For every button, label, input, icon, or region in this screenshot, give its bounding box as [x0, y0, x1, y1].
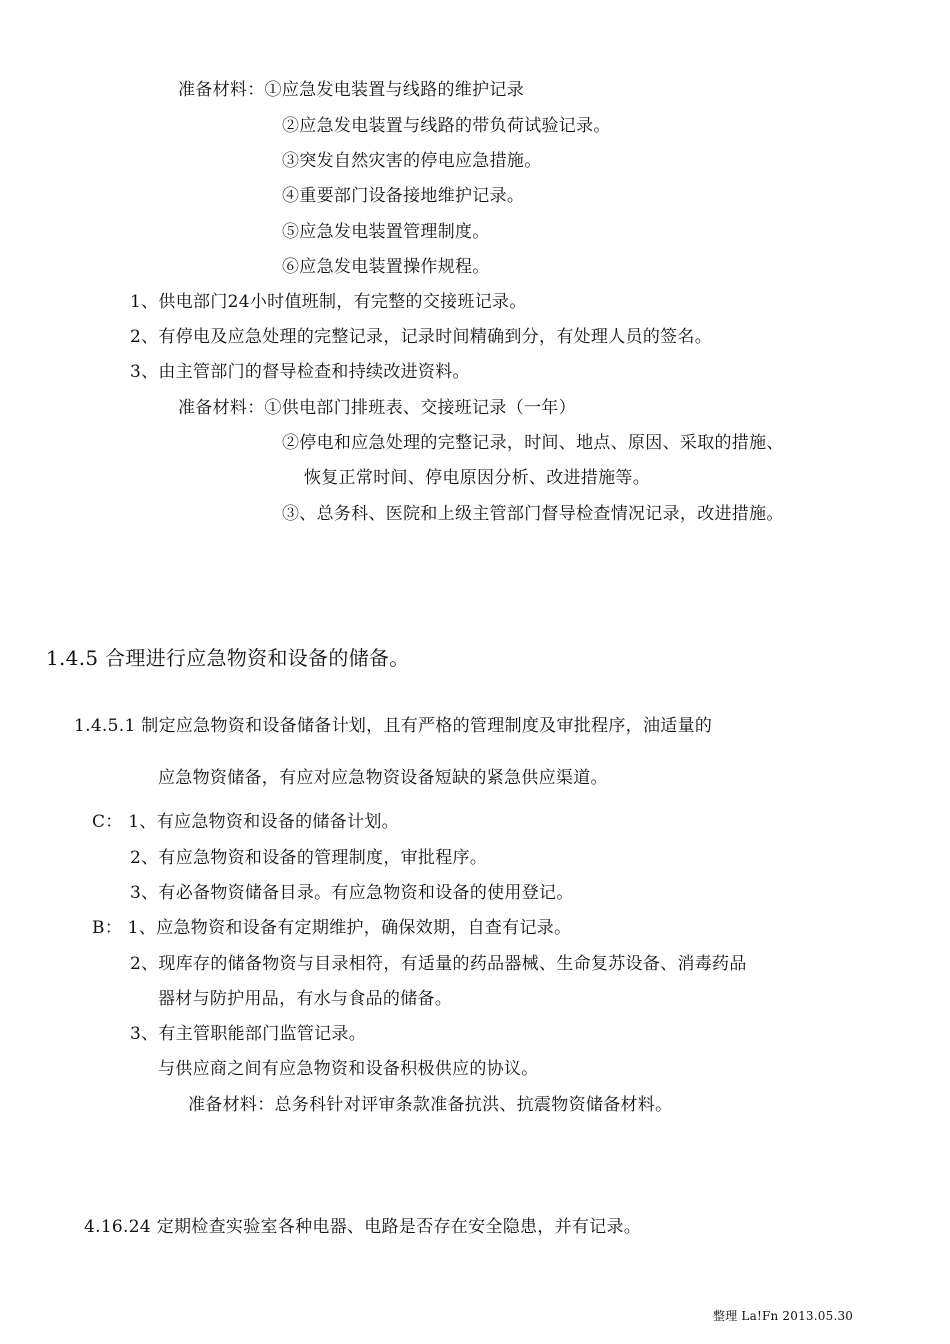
grade-c-item-3: 3、有必备物资储备目录。有应急物资和设备的使用登记。	[130, 883, 574, 903]
grade-b-item-2-continued: 器材与防护用品，有水与食品的储备。	[158, 989, 453, 1009]
prep-item-4: ④重要部门设备接地维护记录。	[282, 186, 525, 206]
prep-item-3b: ③、总务科、医院和上级主管部门督导检查情况记录，改进措施。	[282, 504, 784, 524]
grade-b-item-1: B： 1、应急物资和设备有定期维护，确保效期，自查有记录。	[92, 918, 572, 938]
supplier-agreement: 与供应商之间有应急物资和设备积极供应的协议。	[158, 1059, 539, 1079]
section-heading: 1.4.5 合理进行应急物资和设备的储备。	[46, 646, 410, 670]
requirement-3: 3、由主管部门的督导检查和持续改进资料。	[130, 362, 470, 382]
requirement-2: 2、有停电及应急处理的完整记录，记录时间精确到分，有处理人员的签名。	[130, 327, 713, 347]
grade-c-item-2: 2、有应急物资和设备的管理制度，审批程序。	[130, 848, 488, 868]
subsection-1-4-5-1: 1.4.5.1 制定应急物资和设备储备计划，且有严格的管理制度及审批程序，油适量的	[74, 716, 713, 736]
prep-materials-line-3: 准备材料：总务科针对评审条款准备抗洪、抗震物资储备材料。	[188, 1095, 673, 1115]
prep-materials-line-2: 准备材料：①供电部门排班表、交接班记录（一年）	[178, 398, 576, 418]
prep-item-2b: ②停电和应急处理的完整记录，时间、地点、原因、采取的措施、	[282, 433, 784, 453]
item-4-16-24: 4.16.24 定期检查实验室各种电器、电路是否存在安全隐患，并有记录。	[84, 1217, 642, 1237]
prep-item-3: ③突发自然灾害的停电应急措施。	[282, 151, 542, 171]
grade-b-item-2: 2、现库存的储备物资与目录相符，有适量的药品器械、生命复苏设备、消毒药品	[130, 954, 747, 974]
prep-item-2b-continued: 恢复正常时间、停电原因分析、改进措施等。	[304, 468, 650, 488]
requirement-1: 1、供电部门24小时值班制，有完整的交接班记录。	[130, 292, 527, 312]
grade-b-item-3: 3、有主管职能部门监管记录。	[130, 1024, 367, 1044]
footer-note: 整理 La!Fn 2013.05.30	[713, 1309, 854, 1323]
prep-item-6: ⑥应急发电装置操作规程。	[282, 257, 490, 277]
prep-item-5: ⑤应急发电装置管理制度。	[282, 222, 490, 242]
subsection-continued: 应急物资储备，有应对应急物资设备短缺的紧急供应渠道。	[158, 768, 608, 788]
prep-item-2: ②应急发电装置与线路的带负荷试验记录。	[282, 116, 611, 136]
grade-c-item-1: C： 1、有应急物资和设备的储备计划。	[92, 812, 399, 832]
prep-materials-line-1: 准备材料：①应急发电装置与线路的维护记录	[178, 80, 524, 100]
